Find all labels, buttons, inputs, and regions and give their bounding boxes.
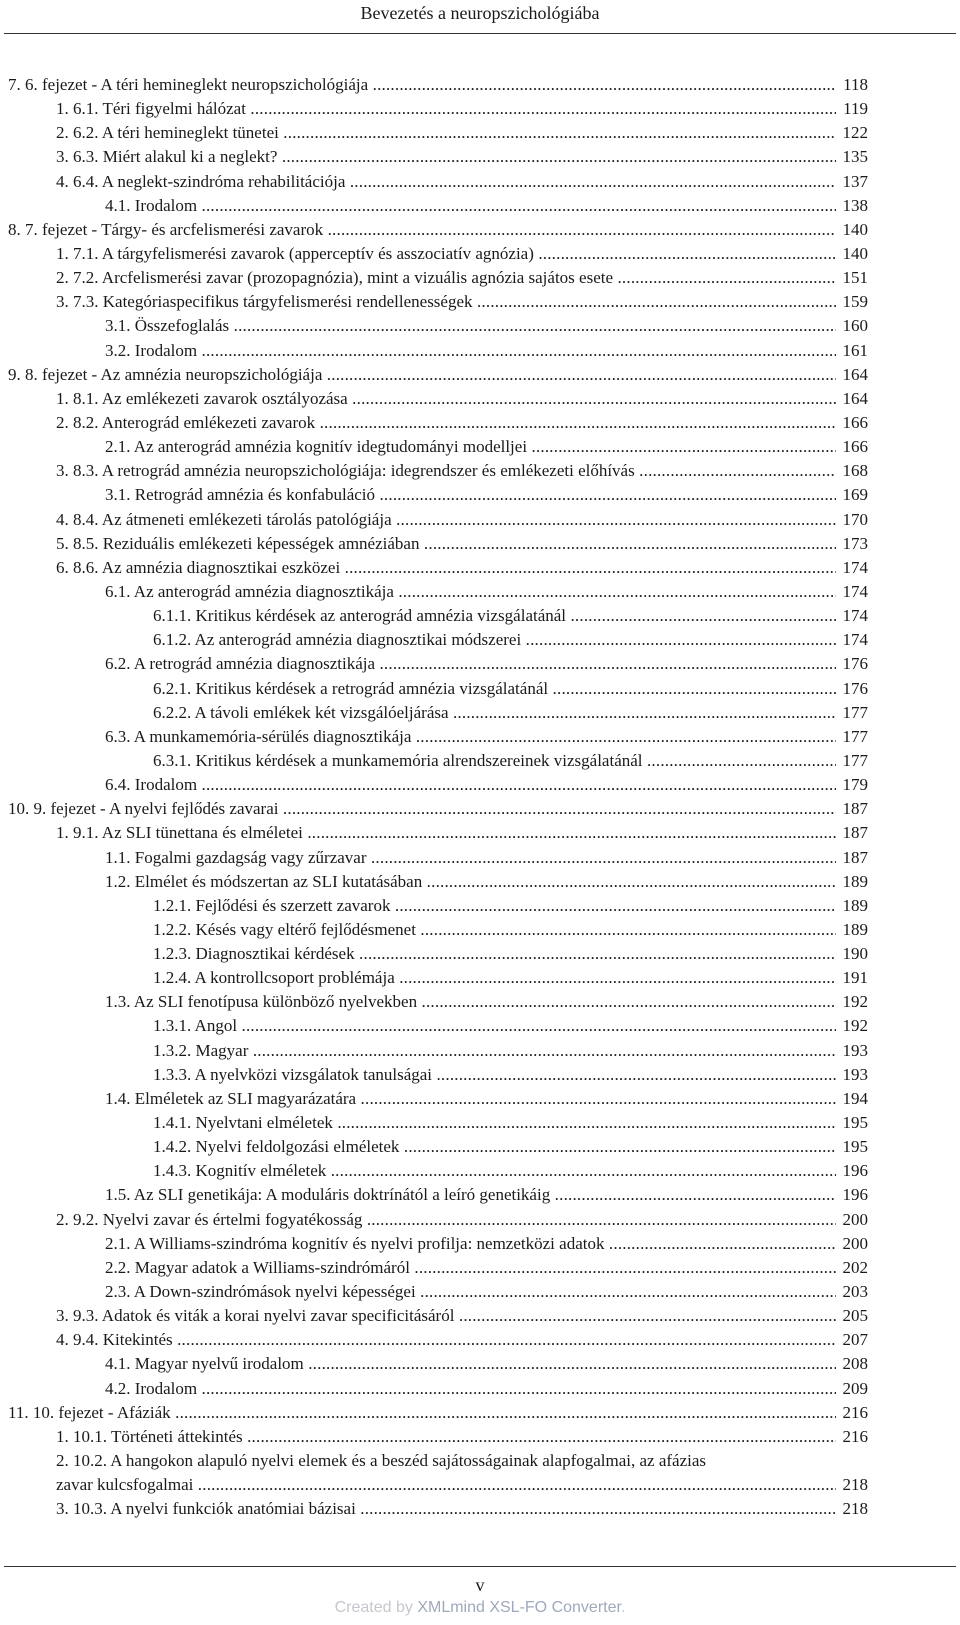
toc-entry-label: 1.4.3. Kognitív elméletek ..... xyxy=(153,1159,838,1183)
toc-entry-page: 196 xyxy=(836,1183,868,1207)
toc-entry-label: 2. 7.2. Arcfelismerési zavar (prozopagnózia), mint a vizuális agnózia sajátos esete ..... xyxy=(56,266,838,290)
toc-entry[interactable] xyxy=(8,121,868,145)
toc-entry[interactable] xyxy=(8,73,868,97)
toc-entry[interactable] xyxy=(8,145,868,169)
toc-entry-page: 187 xyxy=(836,797,868,821)
toc-entry-page: 176 xyxy=(836,677,868,701)
toc-entry[interactable] xyxy=(8,821,868,845)
toc-entry[interactable] xyxy=(8,290,868,314)
toc-entry-label: 1.3.1. Angol ..... xyxy=(153,1014,838,1038)
toc-entry[interactable] xyxy=(8,1401,868,1425)
toc-entry-page: 166 xyxy=(836,411,868,435)
toc-entry[interactable] xyxy=(8,556,868,580)
toc-entry[interactable] xyxy=(8,701,868,725)
toc-entry[interactable] xyxy=(8,194,868,218)
toc-entry-page: 164 xyxy=(836,387,868,411)
toc-entry[interactable] xyxy=(8,1280,868,1304)
toc-entry[interactable] xyxy=(8,1256,868,1280)
toc-entry[interactable] xyxy=(8,870,868,894)
toc-entry[interactable] xyxy=(8,1014,868,1038)
toc-entry-label: 5. 8.5. Reziduális emlékezeti képességek amnéziában ..... xyxy=(56,532,838,556)
toc-entry-page: 122 xyxy=(836,121,868,145)
toc-entry-page: 187 xyxy=(836,821,868,845)
toc-entry-label: 1.3.2. Magyar ..... xyxy=(153,1039,838,1063)
toc-entry[interactable] xyxy=(8,387,868,411)
toc-entry-label: 1.2.1. Fejlődési és szerzett zavarok ..... xyxy=(153,894,838,918)
toc-entry[interactable] xyxy=(8,846,868,870)
toc-entry-label: 10. 9. fejezet - A nyelvi fejlődés zavarai ..... xyxy=(8,797,838,821)
credit-prefix: Created by xyxy=(334,1599,418,1616)
toc-entry-label: 1.3. Az SLI fenotípusa különböző nyelvekben ..... xyxy=(105,990,838,1014)
table-of-contents xyxy=(8,73,868,1521)
toc-entry-page: 135 xyxy=(836,145,868,169)
toc-entry[interactable] xyxy=(8,1328,868,1352)
toc-entry[interactable] xyxy=(8,773,868,797)
toc-entry-label: 1.4.2. Nyelvi feldolgozási elméletek ..... xyxy=(153,1135,838,1159)
toc-entry-page: 137 xyxy=(836,170,868,194)
toc-entry[interactable] xyxy=(8,1425,868,1449)
toc-entry-label: 3. 9.3. Adatok és viták a korai nyelvi zavar specificitásáról ..... xyxy=(56,1304,838,1328)
toc-entry[interactable] xyxy=(8,749,868,773)
toc-entry-label: 6.1.2. Az anterográd amnézia diagnosztikai módszerei ..... xyxy=(153,628,838,652)
toc-entry-page: 189 xyxy=(836,894,868,918)
toc-entry-label: 1. 9.1. Az SLI tünettana és elméletei ..... xyxy=(56,821,838,845)
toc-entry[interactable] xyxy=(8,266,868,290)
toc-entry[interactable] xyxy=(8,677,868,701)
toc-entry[interactable] xyxy=(8,1135,868,1159)
toc-entry[interactable] xyxy=(8,580,868,604)
toc-entry-page: 168 xyxy=(836,459,868,483)
toc-entry-page: 119 xyxy=(836,97,868,121)
toc-entry-label: 1. 6.1. Téri figyelmi hálózat ..... xyxy=(56,97,838,121)
toc-entry-page: 192 xyxy=(836,990,868,1014)
toc-entry[interactable] xyxy=(8,918,868,942)
toc-entry[interactable] xyxy=(8,483,868,507)
toc-entry-label: 2.3. A Down-szindrómások nyelvi képességei ..... xyxy=(105,1280,838,1304)
toc-entry[interactable] xyxy=(8,1159,868,1183)
toc-entry-label: 2. 6.2. A téri hemineglekt tünetei ..... xyxy=(56,121,838,145)
toc-entry-label: 3. 8.3. A retrográd amnézia neuropszichológiája: idegrendszer és emlékezeti előhívás ..... xyxy=(56,459,838,483)
toc-entry[interactable] xyxy=(8,894,868,918)
toc-entry-label: 2.1. A Williams-szindróma kognitív és nyelvi profilja: nemzetközi adatok ..... xyxy=(105,1232,838,1256)
toc-entry-label: 7. 6. fejezet - A téri hemineglekt neuropszichológiája ..... xyxy=(8,73,838,97)
toc-entry-page: 177 xyxy=(836,725,868,749)
toc-entry[interactable] xyxy=(8,966,868,990)
toc-entry-page: 174 xyxy=(836,580,868,604)
toc-entry-label: 6.2. A retrográd amnézia diagnosztikája ..... xyxy=(105,652,838,676)
toc-entry-label: 1. 10.1. Történeti áttekintés ..... xyxy=(56,1425,838,1449)
toc-entry-label: 6. 8.6. Az amnézia diagnosztikai eszközei ..... xyxy=(56,556,838,580)
toc-entry-page: 187 xyxy=(836,846,868,870)
toc-entry-label: 4.1. Magyar nyelvű irodalom ..... xyxy=(105,1352,838,1376)
toc-entry[interactable] xyxy=(8,242,868,266)
toc-entry-page: 169 xyxy=(836,483,868,507)
toc-entry-label: 4. 9.4. Kitekintés ..... xyxy=(56,1328,838,1352)
toc-entry[interactable] xyxy=(8,652,868,676)
toc-entry[interactable] xyxy=(8,1497,868,1521)
toc-entry[interactable] xyxy=(8,508,868,532)
toc-entry-page: 205 xyxy=(836,1304,868,1328)
toc-entry-page: 140 xyxy=(836,242,868,266)
toc-entry-page: 118 xyxy=(836,73,868,97)
toc-entry-label: 1.2.4. A kontrollcsoport problémája ..... xyxy=(153,966,838,990)
toc-entry-page: 170 xyxy=(836,508,868,532)
toc-entry-label: 1.3.3. A nyelvközi vizsgálatok tanulságai ..... xyxy=(153,1063,838,1087)
toc-entry-label: 11. 10. fejezet - Afáziák ..... xyxy=(8,1401,838,1425)
toc-entry[interactable] xyxy=(8,1111,868,1135)
toc-entry-label: 4. 8.4. Az átmeneti emlékezeti tárolás patológiája ..... xyxy=(56,508,838,532)
page-number: v xyxy=(475,1575,485,1595)
toc-entry-page: 166 xyxy=(836,435,868,459)
toc-entry-label: 6.1.1. Kritikus kérdések az anterográd amnézia vizsgálatánál ..... xyxy=(153,604,838,628)
toc-entry-label: 6.1. Az anterográd amnézia diagnosztikája ..... xyxy=(105,580,838,604)
toc-entry-label: 8. 7. fejezet - Tárgy- és arcfelismerési zavarok ..... xyxy=(8,218,838,242)
header-divider xyxy=(4,33,956,34)
credit-suffix: . xyxy=(620,1599,626,1616)
toc-entry-label: 2.2. Magyar adatok a Williams-szindrómáról ..... xyxy=(105,1256,838,1280)
toc-entry[interactable] xyxy=(8,1449,868,1497)
toc-entry-label: 3. 7.3. Kategóriaspecifikus tárgyfelismerési rendellenességek ..... xyxy=(56,290,838,314)
toc-entry-page: 193 xyxy=(836,1039,868,1063)
toc-entry-label: 4.2. Irodalom ..... xyxy=(105,1377,838,1401)
toc-entry-label: 6.2.1. Kritikus kérdések a retrográd amnézia vizsgálatánál ..... xyxy=(153,677,838,701)
toc-entry-page: 200 xyxy=(836,1232,868,1256)
footer-divider xyxy=(4,1566,956,1567)
toc-entry-page: 191 xyxy=(836,966,868,990)
toc-entry-page: 192 xyxy=(836,1014,868,1038)
toc-entry-label: 1. 7.1. A tárgyfelismerési zavarok (apperceptív és asszociatív agnózia) ..... xyxy=(56,242,838,266)
toc-entry-label: 1.2.2. Késés vagy eltérő fejlődésmenet ..... xyxy=(153,918,838,942)
toc-entry-label: 3.1. Összefoglalás ..... xyxy=(105,314,838,338)
toc-entry-page: 216 xyxy=(836,1425,868,1449)
toc-entry-page: 207 xyxy=(836,1328,868,1352)
toc-entry[interactable] xyxy=(8,1087,868,1111)
toc-entry-page: 161 xyxy=(836,339,868,363)
toc-entry-page: 179 xyxy=(836,773,868,797)
toc-entry[interactable] xyxy=(8,363,868,387)
toc-entry-label: 1.4. Elméletek az SLI magyarázatára ..... xyxy=(105,1087,838,1111)
toc-entry-label: 1.2.3. Diagnosztikai kérdések ..... xyxy=(153,942,838,966)
toc-entry-label: 1.5. Az SLI genetikája: A moduláris doktrínától a leíró genetikáig ..... xyxy=(105,1183,838,1207)
toc-entry[interactable] xyxy=(8,1377,868,1401)
toc-entry-label: 6.3.1. Kritikus kérdések a munkamemória alrendszereinek vizsgálatánál ..... xyxy=(153,749,838,773)
toc-entry[interactable] xyxy=(8,411,868,435)
toc-entry-page: 177 xyxy=(836,749,868,773)
toc-entry-label: 3. 10.3. A nyelvi funkciók anatómiai bázisai ..... xyxy=(56,1497,838,1521)
toc-entry-page: 218 xyxy=(836,1473,868,1497)
toc-entry-label: 1. 8.1. Az emlékezeti zavarok osztályozása ..... xyxy=(56,387,838,411)
toc-entry-page: 208 xyxy=(836,1352,868,1376)
toc-entry-page: 203 xyxy=(836,1280,868,1304)
toc-entry-label: 9. 8. fejezet - Az amnézia neuropszichológiája ..... xyxy=(8,363,838,387)
toc-entry-page: 216 xyxy=(836,1401,868,1425)
toc-entry-label: 6.3. A munkamemória-sérülés diagnosztikája ..... xyxy=(105,725,838,749)
toc-entry[interactable] xyxy=(8,990,868,1014)
document-title: Bevezetés a neuropszichológiába xyxy=(360,3,600,23)
toc-entry-page: 195 xyxy=(836,1135,868,1159)
toc-entry-label: 2.1. Az anterográd amnézia kognitív idegtudományi modelljei ..... xyxy=(105,435,838,459)
toc-entry-label-line2: zavar kulcsfogalmai ..... xyxy=(56,1473,838,1497)
toc-entry[interactable] xyxy=(8,1232,868,1256)
toc-entry-page: 140 xyxy=(836,218,868,242)
toc-entry-page: 218 xyxy=(836,1497,868,1521)
toc-entry-label: 4.1. Irodalom ..... xyxy=(105,194,838,218)
toc-entry-page: 174 xyxy=(836,628,868,652)
toc-entry[interactable] xyxy=(8,797,868,821)
running-header xyxy=(0,0,960,26)
toc-entry-page: 209 xyxy=(836,1377,868,1401)
toc-entry-label-line1: 2. 10.2. A hangokon alapuló nyelvi elemek és a beszéd sajátosságainak alapfogalmai, az afázias xyxy=(56,1451,707,1471)
toc-entry[interactable] xyxy=(8,1304,868,1328)
toc-entry[interactable] xyxy=(8,942,868,966)
toc-entry-page: 196 xyxy=(836,1159,868,1183)
toc-entry-page: 159 xyxy=(836,290,868,314)
toc-entry-page: 195 xyxy=(836,1111,868,1135)
toc-entry-label: 3. 6.3. Miért alakul ki a neglekt? ..... xyxy=(56,145,838,169)
toc-entry[interactable] xyxy=(8,435,868,459)
toc-entry-label: 1.2. Elmélet és módszertan az SLI kutatásában ..... xyxy=(105,870,838,894)
toc-entry[interactable] xyxy=(8,314,868,338)
toc-entry[interactable] xyxy=(8,1352,868,1376)
toc-entry-page: 177 xyxy=(836,701,868,725)
toc-entry-label: 1.1. Fogalmi gazdagság vagy zűrzavar ..... xyxy=(105,846,838,870)
toc-entry-page: 189 xyxy=(836,918,868,942)
toc-entry-page: 194 xyxy=(836,1087,868,1111)
toc-entry[interactable] xyxy=(8,1208,868,1232)
toc-entry-page: 174 xyxy=(836,556,868,580)
credit-product: XMLmind XSL-FO Converter xyxy=(417,1599,621,1616)
toc-entry[interactable] xyxy=(8,725,868,749)
toc-entry-page: 176 xyxy=(836,652,868,676)
toc-entry-label: 2. 9.2. Nyelvi zavar és értelmi fogyatékosság ..... xyxy=(56,1208,838,1232)
toc-entry-label: 3.2. Irodalom ..... xyxy=(105,339,838,363)
converter-credit xyxy=(0,1599,960,1617)
toc-entry[interactable] xyxy=(8,628,868,652)
toc-entry[interactable] xyxy=(8,604,868,628)
toc-entry-line2 xyxy=(56,1473,868,1497)
toc-entry[interactable] xyxy=(8,339,868,363)
toc-entry-page: 160 xyxy=(836,314,868,338)
toc-entry-label: 2. 8.2. Anterográd emlékezeti zavarok ..... xyxy=(56,411,838,435)
toc-entry-page: 173 xyxy=(836,532,868,556)
toc-entry-page: 190 xyxy=(836,942,868,966)
toc-entry[interactable] xyxy=(8,218,868,242)
toc-entry-page: 189 xyxy=(836,870,868,894)
toc-entry[interactable] xyxy=(8,532,868,556)
toc-entry-label: 3.1. Retrográd amnézia és konfabuláció ..... xyxy=(105,483,838,507)
toc-entry-label: 6.2.2. A távoli emlékek két vizsgálóeljárása ..... xyxy=(153,701,838,725)
toc-entry[interactable] xyxy=(8,1063,868,1087)
toc-entry[interactable] xyxy=(8,170,868,194)
toc-list xyxy=(8,73,868,1449)
toc-entry-label: 4. 6.4. A neglekt-szindróma rehabilitációja ..... xyxy=(56,170,838,194)
toc-entry[interactable] xyxy=(8,1039,868,1063)
toc-entry-page: 151 xyxy=(836,266,868,290)
toc-entry-label: 1.4.1. Nyelvtani elméletek ..... xyxy=(153,1111,838,1135)
toc-entry[interactable] xyxy=(8,97,868,121)
toc-entry-page: 202 xyxy=(836,1256,868,1280)
toc-entry-page: 138 xyxy=(836,194,868,218)
toc-entry-label: 6.4. Irodalom ..... xyxy=(105,773,838,797)
toc-entry[interactable] xyxy=(8,1183,868,1207)
toc-entry[interactable] xyxy=(8,459,868,483)
toc-entry-page: 164 xyxy=(836,363,868,387)
toc-entry-page: 200 xyxy=(836,1208,868,1232)
toc-entry-page: 193 xyxy=(836,1063,868,1087)
toc-entry-page: 174 xyxy=(836,604,868,628)
